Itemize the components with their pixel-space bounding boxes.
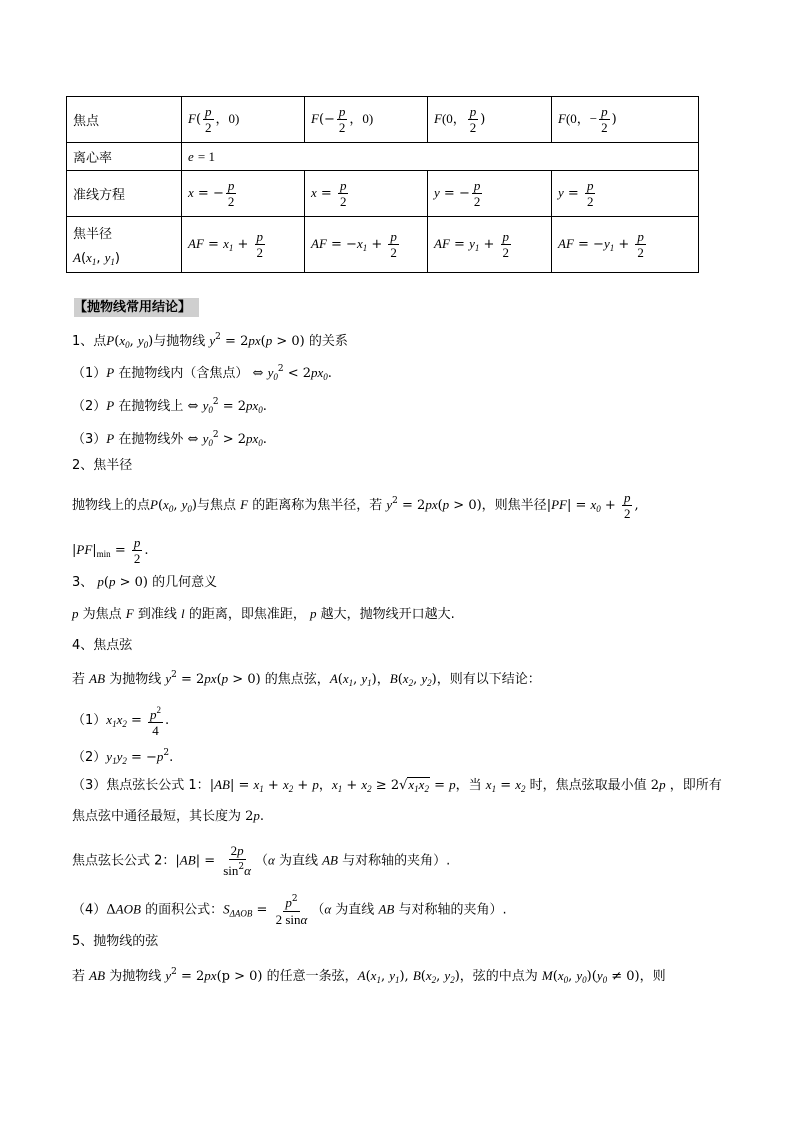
- cell-directrix-2: x = $\frac{p}{2}$: [305, 171, 428, 217]
- item-3: 3、 p(p > 0) 的几何意义: [72, 574, 218, 590]
- item-4-3: （3）焦点弦长公式 1：$|AB| = x_1 + x_2 + p$，$x_1 + x_2 \ge 2√x_1x_2 = p$，当 $x_1 = x_2$ 时，焦点弦取最小值 2p ，即所有: [72, 777, 722, 794]
- cell-directrix-4: y = $\frac{p}{2}$: [552, 171, 699, 217]
- table-row-directrix: [67, 171, 699, 217]
- item-1-2: （2）P 在抛物线上 ⇔ $y_0^2 = 2px_0$.: [72, 397, 267, 415]
- item-2-body: 抛物线上的点$P(x_0$, $y_0$)与焦点 F 的距离称为焦半径，若 $y^2 = 2px(p > 0)$，则焦半径$|PF| = x_0$ + $\frac{p}{2}$ ,: [72, 490, 639, 521]
- item-4-formula-2: 焦点弦长公式 2：|AB| = $\frac{2p}{\sin^2\alpha}$ （α 为直线 AB 与对称轴的夹角）.: [72, 843, 451, 878]
- cell-focal-radius-2: AF = $-x_1$ + $\frac{p}{2}$: [305, 217, 428, 273]
- item-5-title: 5、抛物线的弦: [72, 934, 159, 949]
- row-label-focal-radius: [67, 217, 182, 273]
- table-row-eccentricity: [67, 143, 699, 171]
- focal-radius-label: 焦半径: [73, 226, 113, 242]
- item-2-min: $|PF|_{min}$ = $\frac{p}{2}$ .: [72, 535, 149, 566]
- cell-focal-radius-1: AF = $x_1$ + $\frac{p}{2}$: [182, 217, 305, 273]
- cell-directrix-3: y = − $\frac{p}{2}$: [428, 171, 552, 217]
- cell-focal-radius-4: AF = $-y_1$ + $\frac{p}{2}$: [552, 217, 699, 273]
- cell-eccentricity: e = 1: [182, 143, 699, 171]
- item-3-body: p 为焦点 F 到准线 l 的距离，即焦准距， p 越大，抛物线开口越大.: [72, 606, 455, 622]
- item-4-2: $(2)y_1y_2 = -p^2$.: [72, 748, 174, 766]
- item-1-1: （1）P 在抛物线内（含焦点） ⇔ $y_0^2 < 2px_0$.: [72, 364, 332, 382]
- cell-focus-3: F(0， $\frac{p}{2}$ ): [428, 97, 552, 143]
- item-5-body: 若 AB 为抛物线 $y^2 = 2px(p > 0)$ 的任意一条弦，$A(x_1$, $y_1$), $B(x_2$, $y_2$)，弦的中点为 $M(x_0$, $y_0)(y_0 \ne 0)$，则: [72, 967, 666, 985]
- item-4-body: 若 AB 为抛物线 $y^2 = 2px(p > 0)$ 的焦点弦，$A(x_1$, $y_1$)，$B(x_2$, $y_2$)，则有以下结论：: [72, 670, 541, 688]
- item-2-title: 2、焦半径: [72, 458, 133, 473]
- table-row-focal-radius: [67, 217, 699, 273]
- item-4-3-cont: 焦点弦中通径最短，其长度为 2p.: [72, 808, 265, 824]
- row-label-directrix: 准线方程: [67, 171, 182, 217]
- item-4-1: $(1)x_1x_2$ = $\frac{p^2}{4}$ .: [72, 705, 170, 738]
- item-4-area: （4）ΔAOB 的面积公式：$S_{\Delta AOB}$ = $\frac{p^2}{2 \sin\alpha}$ （α 为直线 AB 与对称轴的夹角）.: [72, 894, 507, 927]
- cell-focus-4: F(0，− $\frac{p}{2}$ ): [552, 97, 699, 143]
- cell-focus-2: F(− $\frac{p}{2}$ ，0): [305, 97, 428, 143]
- focal-radius-point: $A(x_1$, $y_1$): [73, 249, 120, 267]
- row-label-focus: 焦点: [67, 97, 182, 143]
- item-1-3: （3）P 在抛物线外 ⇔ $y_0^2 > 2px_0$.: [72, 430, 267, 448]
- cell-directrix-1: x = − $\frac{p}{2}$: [182, 171, 305, 217]
- item-1: 1、点$P(x_0$, $y_0$)与抛物线 $y^2 = 2px(p > 0)$ 的关系: [72, 332, 348, 350]
- item-4-title: 4、焦点弦: [72, 638, 133, 653]
- section-heading: 【抛物线常用结论】: [74, 298, 199, 317]
- row-label-eccentricity: 离心率: [67, 143, 182, 171]
- cell-focus-1: F( $\frac{p}{2}$ ，0): [182, 97, 305, 143]
- table-row-focus: [67, 97, 699, 143]
- cell-focal-radius-3: AF = $y_1$ + $\frac{p}{2}$: [428, 217, 552, 273]
- parabola-properties-table: [66, 96, 699, 273]
